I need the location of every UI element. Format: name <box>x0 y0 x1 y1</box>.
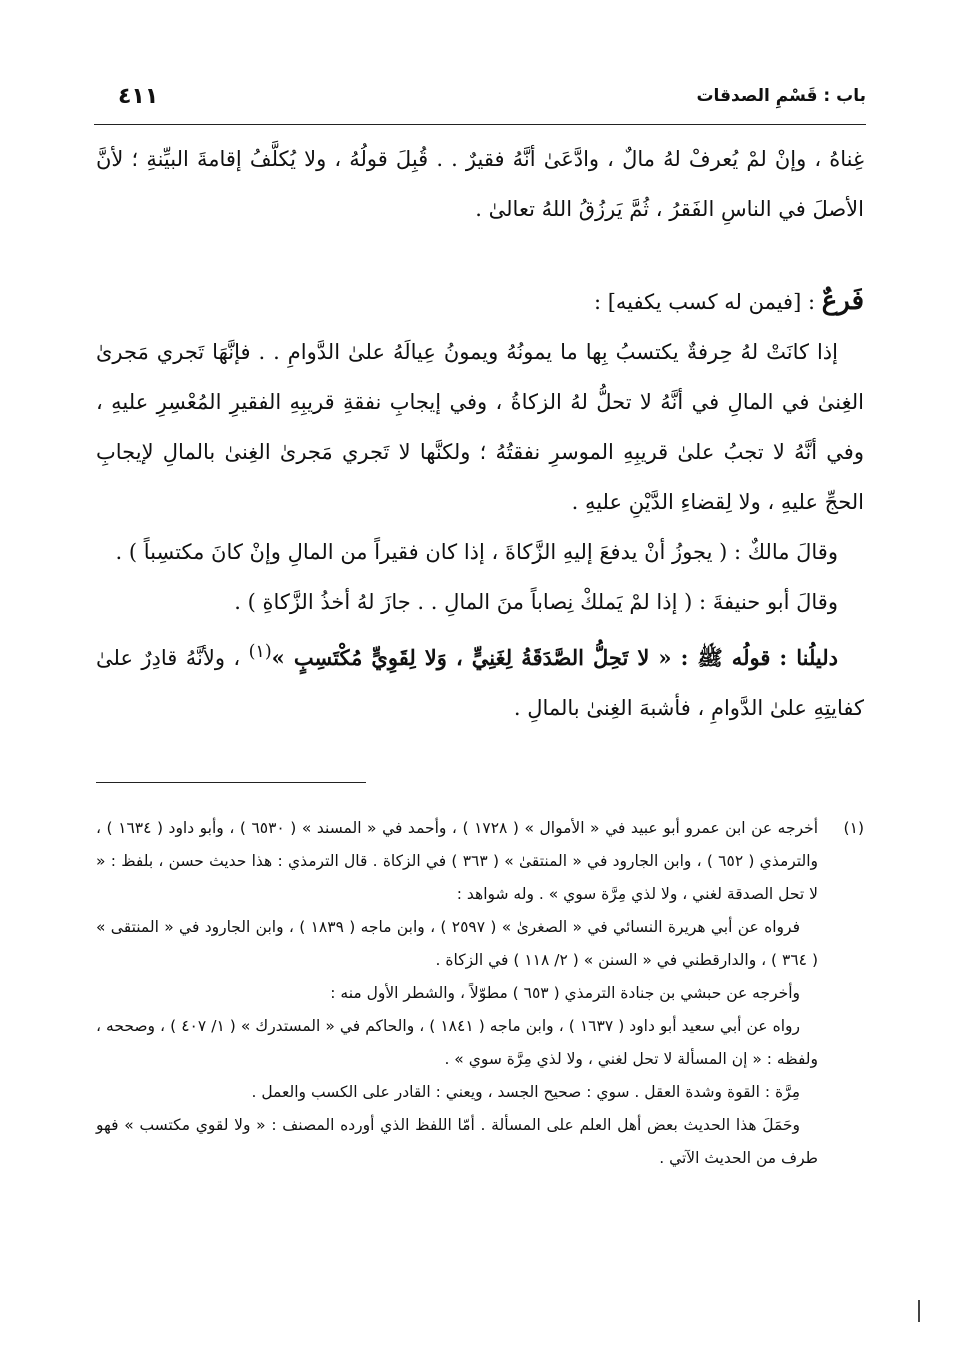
footnote-line-5: مِرَّة : القوة وشدة العقل . سوي : صحيح الجسد ، ويعني : القادر على الكسب والعمل . <box>251 1083 800 1101</box>
hadith-quote: : قولُه ﷺ : « لا تَحِلُّ الصَّدَقَةُ لِغَنِيٍّ ، وَلا لِقَوِيٍّ مُكْتَسِبٍ » <box>271 645 797 670</box>
footnote-line-6: وحَمَلَ هذا الحديث بعض أهل العلم على المسألة . أمّا اللفظ الذي أورده المصنف : « ولا لقوي مكتسب » فهو طرف من الحديث الآتي . <box>96 1116 818 1167</box>
paragraph-2: إذا كانَتْ لهُ حِرفةٌ يكتسبُ بِها ما يمونُهُ ويمونُ عِيالَهُ علىٰ الدَّوامِ . . فإنَّهَا تَجري مَجرىٰ الغِنىٰ في المالِ في أنَّهُ لا تحلُّ لهُ الزكاةُ ، وفي إيجابِ نفقةِ قريبِهِ الفقيرِ المُعْسِرِ عليهِ ، وفي أنَّهُ لا تجبُ علىٰ قريبِهِ الموسرِ نفقتُهُ ؛ ولكنَّها لا تَجري مَجرىٰ الغِنىٰ بالمالِ لإيجابِ الحجِّ عليهِ ، ولا لِقضاءِ الدَّيْنِ عليهِ . <box>96 340 864 514</box>
margin-mark <box>918 1300 920 1322</box>
footnote-line-2: فرواه عن أبي هريرة النسائي في « الصغرىٰ » ( ٢٥٩٧ ) ، وابن ماجه ( ١٨٣٩ ) ، وابن الجارود في « المنتقى » ( ٣٦٤ ) ، والدارقطني في « السنن » ( ٢/ ١١٨ ) في الزكاة . <box>96 918 818 969</box>
running-header <box>94 86 866 120</box>
section-gap <box>96 234 864 276</box>
page-number: ٤١١ <box>118 84 159 109</box>
footnote-rule <box>96 782 366 783</box>
section-heading <box>96 276 864 327</box>
footnote-line-3: وأخرجه عن حبشي بن جنادة الترمذي ( ٦٥٣ ) مطوّلاً ، والشطر الأول منه : <box>330 984 800 1002</box>
chapter-title: باب : قَسْمِ الصدقات <box>696 86 866 106</box>
footnote-ref: (١) <box>248 642 272 662</box>
paragraph-1: غِناهُ ، وإنْ لمْ يُعرفْ لهُ مالٌ ، وادَّعَىٰ أنَّهُ فقيرٌ . . قُبِلَ قولُهُ ، ولا يُكلَّفُ إقامةَ البيِّنةِ ؛ لأنَّ الأصلَ في الناسِ الفَقرُ ، ثُمَّ يَرزُقُ اللهُ تعالىٰ . <box>96 147 864 221</box>
footnote-1 <box>96 812 864 911</box>
footnotes <box>96 812 864 1175</box>
paragraph-5 <box>96 627 864 733</box>
paragraph-3: وقالَ مالكٌ : ( يجوزُ أنْ يدفعَ إليهِ الزَّكاةَ ، إذا كان فقيراً من المالِ وإنْ كانَ مكتسِباً ) . <box>115 540 838 564</box>
footnote-line-4: رواه عن أبي سعيد أبو داود ( ١٦٣٧ ) ، وابن ماجه ( ١٨٤١ ) ، والحاكم في « المستدرك » ( ١/ ٤٠٧ ) ، وصححه ، ولفظه : « إن المسألة لا تحل لغني ، ولا لذي مِرَّة سوي » . <box>96 1017 818 1068</box>
main-text <box>96 134 864 733</box>
paragraph-5-end: ، ولأنَّهُ قادِرٌ علىٰ كفايتِهِ علىٰ الدَّوامِ ، فأشبهَ الغِنىٰ بالمالِ . <box>96 646 864 720</box>
paragraph-4: وقالَ أبو حنيفةَ : ( إذا لمْ يَملكْ نِصاباً منَ المالِ . . جازَ لهُ أخذُ الزَّكاةِ ) . <box>234 590 838 614</box>
header-rule <box>94 124 866 125</box>
footnote-1-text: أخرجه عن ابن عمرو أبو عبيد في « الأموال » ( ١٧٢٨ ) ، وأحمد في « المسند » ( ٦٥٣٠ ) ، وأبو داود ( ١٦٣٤ ) ، والترمذي ( ٦٥٢ ) ، وابن الجارود في « المنتقىٰ » ( ٣٦٣ ) في الزكاة . قال الترمذي : هذا حديث حسن ، بلفظ : « لا تحل الصدقة لغني ، ولا لذي مِرَّة سوي » . وله شواهد : <box>96 819 819 903</box>
far-title: : [فيمن له كسب يكفيه] : <box>593 290 822 314</box>
far-label: فَرعٌ <box>821 286 864 316</box>
evidence-label: دليلُنا <box>796 645 838 670</box>
footnote-marker: (١) <box>843 819 864 837</box>
